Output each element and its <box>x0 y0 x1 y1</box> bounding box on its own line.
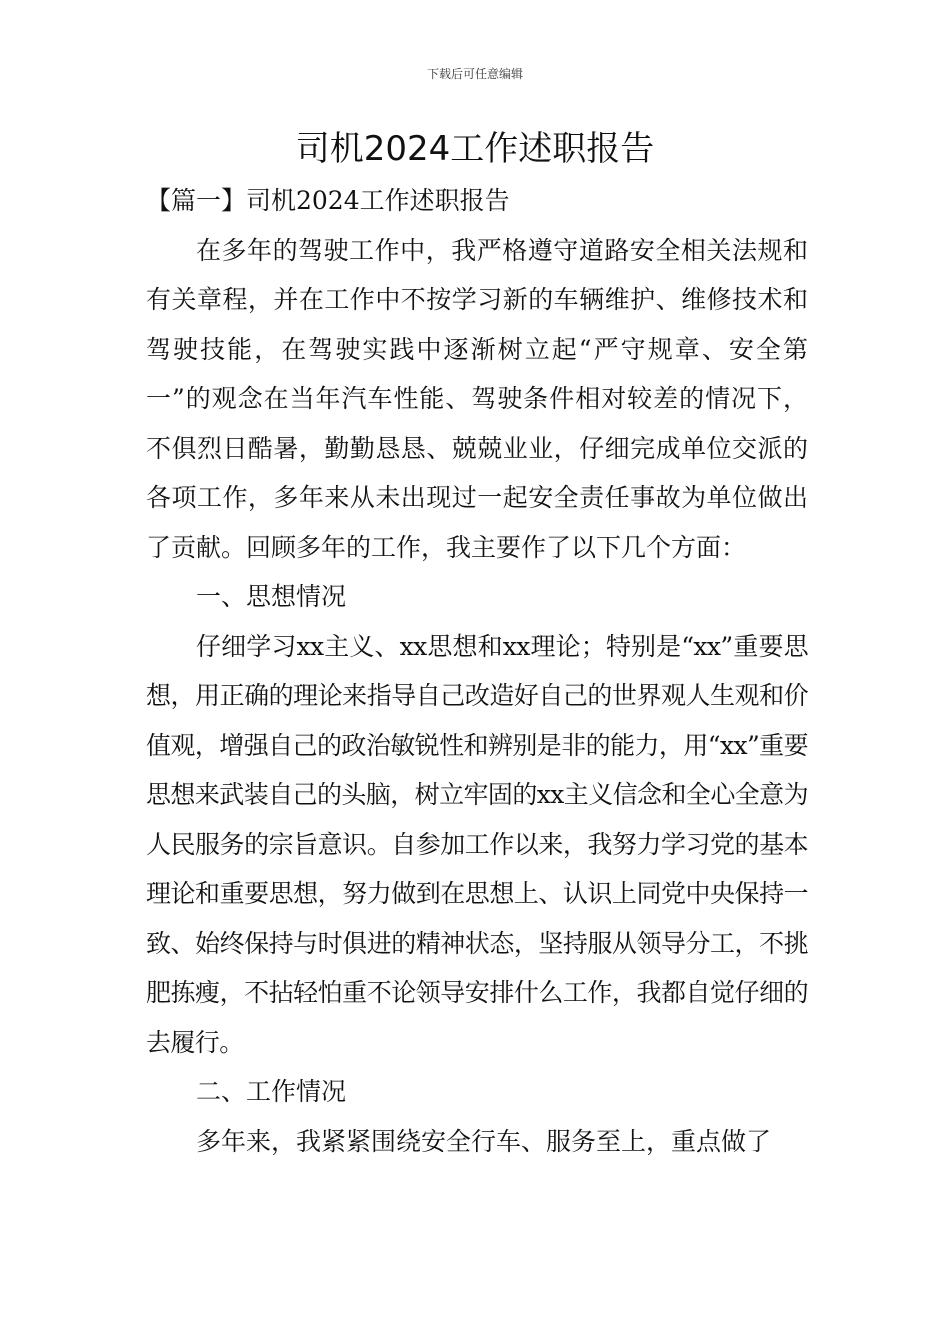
paragraph-work: 多年来，我紧紧围绕安全行车、服务至上，重点做了 <box>196 1126 772 1156</box>
section-label: 【篇一】司机2024工作述职报告 <box>146 186 510 215</box>
document-title: 司机2024工作述职报告 <box>295 129 655 169</box>
header-note: 下载后可任意编辑 <box>426 67 523 81</box>
heading-work: 二、工作情况 <box>196 1077 347 1106</box>
paragraph-thought: 仔细学习xx主义、xx思想和xx理论；特别是“xx”重要思想，用正确的理论来指导自己改造好自己的世界观人生观和价值观，增强自己的政治敏锐性和辨别是非的能力，用“xx”重要思想来武装自己的头脑，树立牢固的xx主义信念和全心全意为人民服务的宗旨意识。自参加工作以来，我努力学习党的基本理论和重要思想，努力做到在思想上、认识上同党中央保持一致、始终保持与时俱进的精神状态，坚持服从领导分工，不挑肥拣瘦，不拈轻怕重不论领导安排什么工作，我都自觉仔细的去履行。 <box>146 631 808 1057</box>
paragraph-intro: 在多年的驾驶工作中，我严格遵守道路安全相关法规和有关章程，并在工作中不按学习新的车辆维护、维修技术和驾驶技能，在驾驶实践中逐渐树立起“严守规章、安全第一”的观念在当年汽车性能、驾驶条件相对较差的情况下，不俱烈日酷暑，勤勤恳恳、兢兢业业，仔细完成单位交派的各项工作，多年来从未出现过一起安全责任事故为单位做出了贡献。回顾多年的工作，我主要作了以下几个方面： <box>146 235 808 562</box>
heading-thought: 一、思想情况 <box>196 582 347 611</box>
document-body <box>146 176 808 1166</box>
